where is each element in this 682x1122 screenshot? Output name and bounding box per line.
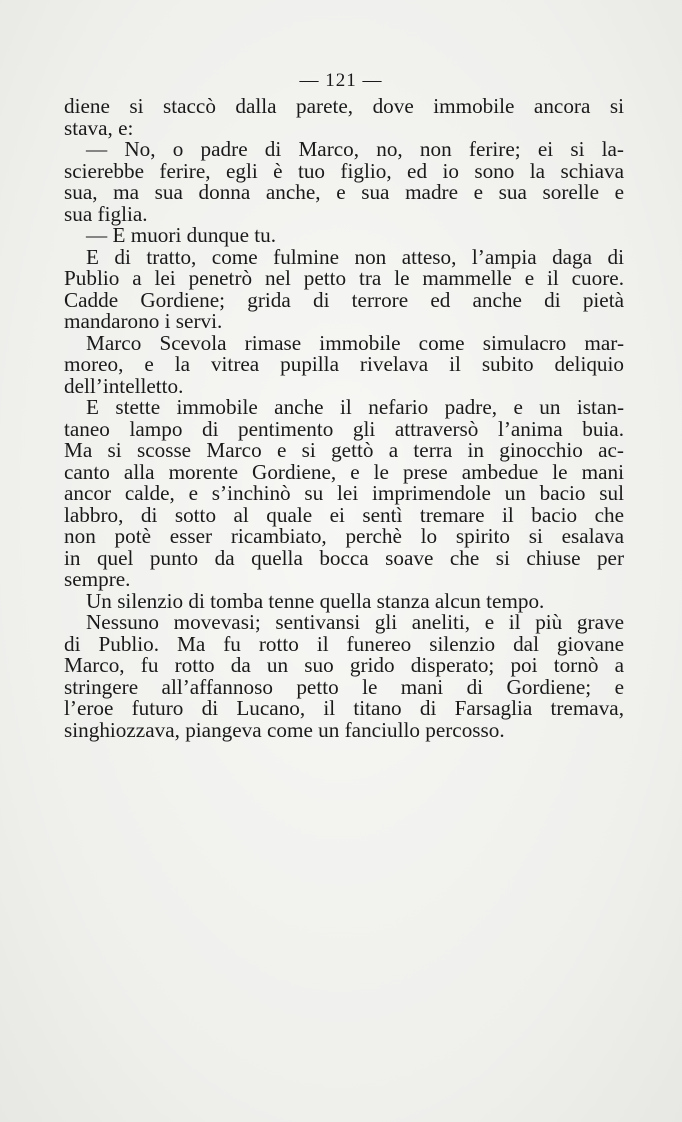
text-line: Marco Scevola rimase immobile come simulacro mar- bbox=[86, 330, 624, 355]
text-line: Publio a lei penetrò nel petto tra le mammelle e il cuore. bbox=[64, 266, 624, 290]
text-line: E stette immobile anche il nefario padre, e un istan- bbox=[86, 395, 624, 419]
text-line: E di tratto, come fulmine non atteso, l’ampia daga di bbox=[86, 244, 624, 269]
text-line: Marco, fu rotto da un suo grido disperato; poi tornò a bbox=[64, 653, 624, 677]
text-line: di Publio. Ma fu rotto il funereo silenzio dal giovane bbox=[64, 631, 624, 656]
text-line: sempre. bbox=[64, 567, 131, 591]
text-line: dell’intelletto. bbox=[64, 373, 184, 398]
text-line: scierebbe ferire, egli è tuo figlio, ed io sono la schiava bbox=[64, 158, 624, 183]
text-line: — E muori dunque tu. bbox=[86, 223, 277, 247]
text-line: diene si staccò dalla parete, dove immobile ancora si bbox=[64, 94, 624, 118]
text-line: mandarono i servi. bbox=[64, 309, 223, 333]
text-line: ancor calde, e s’inchinò su lei imprimendole un bacio sul bbox=[64, 481, 624, 505]
text-line: Nessuno movevasi; sentivansi gli aneliti, e il più grave bbox=[86, 610, 624, 634]
text-line: Un silenzio di tomba tenne quella stanza alcun tempo. bbox=[86, 588, 545, 613]
text-line: singhiozzava, piangeva come un fanciullo percosso. bbox=[64, 717, 505, 742]
page-number: — 121 — bbox=[299, 70, 383, 91]
text-line: non potè esser ricambiato, perchè lo spirito si esalava bbox=[64, 524, 624, 548]
text-line: canto alla morente Gordiene, e le prese ambedue le mani bbox=[64, 459, 624, 484]
body-text bbox=[64, 96, 624, 741]
text-line: sua figlia. bbox=[64, 201, 148, 226]
text-line: Ma si scosse Marco e si gettò a terra in ginocchio ac- bbox=[64, 438, 624, 462]
text-line: sua, ma sua donna anche, e sua madre e sua sorelle e bbox=[64, 180, 624, 204]
text-line: l’eroe futuro di Lucano, il titano di Farsaglia tremava, bbox=[64, 696, 624, 720]
text-line: stringere all’affannoso petto le mani di Gordiene; e bbox=[64, 674, 624, 699]
text-line: stava, e: bbox=[64, 115, 134, 140]
text-line: Cadde Gordiene; grida di terrore ed anche di pietà bbox=[64, 287, 624, 312]
text-line: in quel punto da quella bocca soave che si chiuse per bbox=[64, 545, 624, 570]
text-line: — No, o padre di Marco, no, non ferire; ei si la- bbox=[86, 137, 624, 161]
text-line: moreo, e la vitrea pupilla rivelava il subito deliquio bbox=[64, 352, 624, 376]
text-line: taneo lampo di pentimento gli attraversò l’anima buia. bbox=[64, 416, 624, 441]
text-line: labbro, di sotto al quale ei sentì tremare il bacio che bbox=[64, 502, 624, 527]
